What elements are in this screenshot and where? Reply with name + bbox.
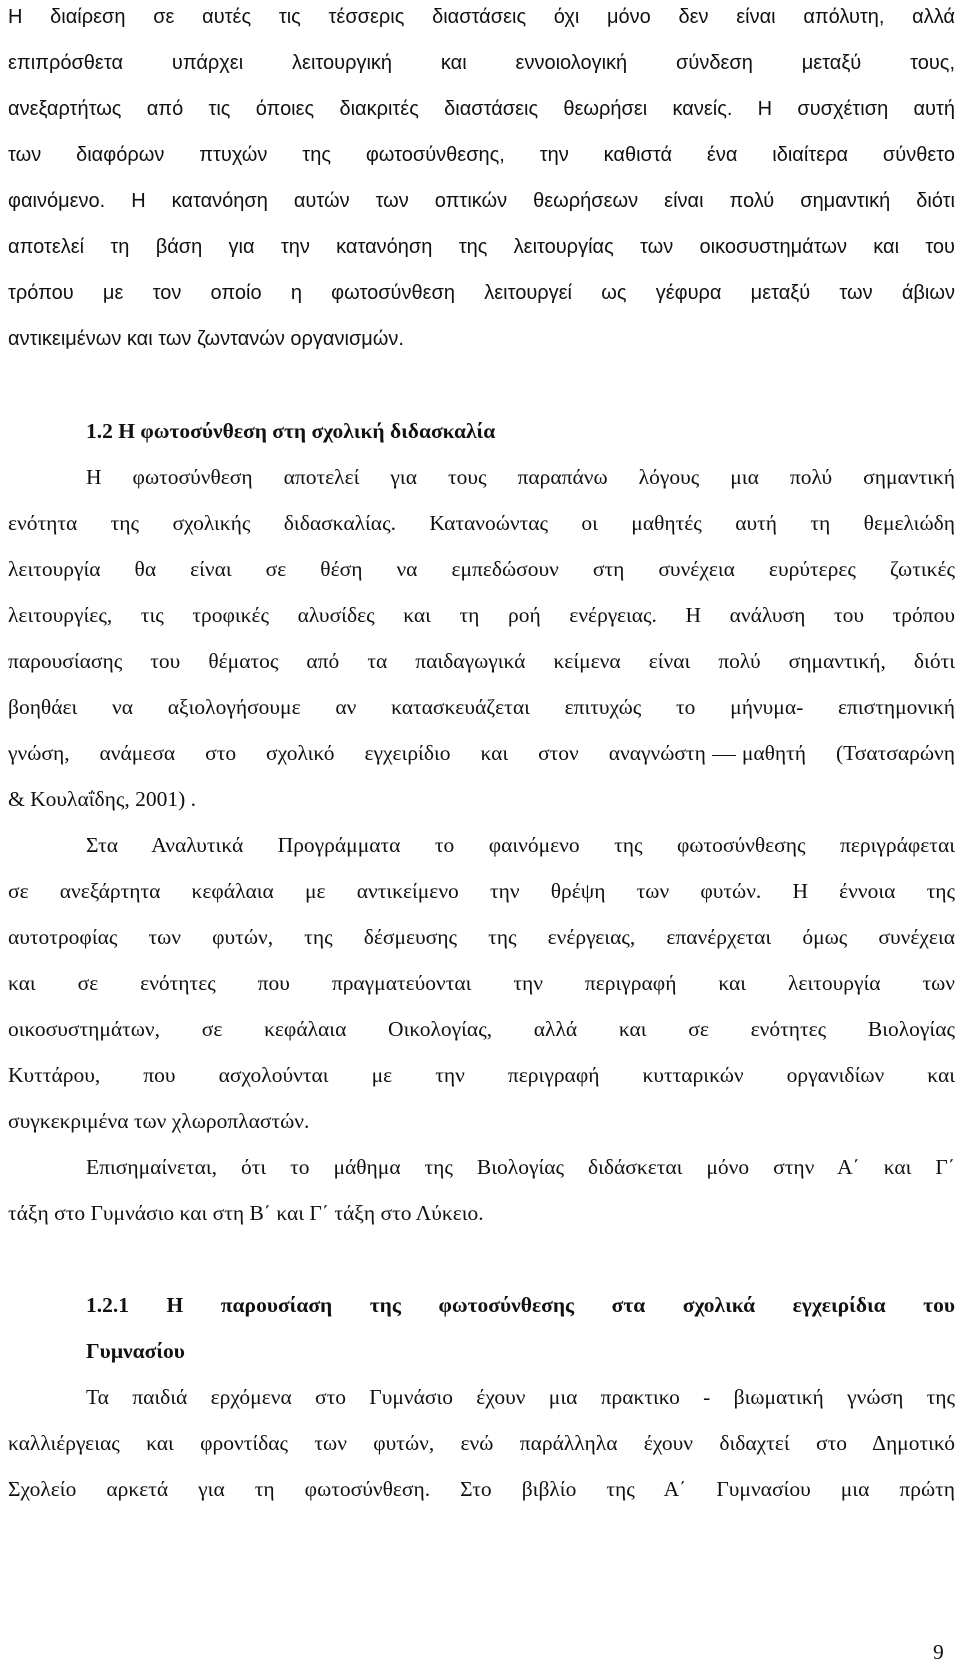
paragraph-line: τρόπου με τον οποίο η φωτοσύνθεση λειτουργεί ως γέφυρα μεταξύ των άβιων	[8, 282, 955, 304]
subsection-heading: 1.2.1 Η παρουσίαση της φωτοσύνθεσης στα σχολικά εγχειρίδια του	[86, 1293, 955, 1317]
paragraph-line	[8, 740, 955, 766]
paragraph-line: τάξη στο Γυμνάσιο και στη Β΄ και Γ΄ τάξη στο Λύκειο.	[8, 1201, 484, 1225]
line-segment: μαθητή (Τσατσαρώνη	[741, 741, 955, 765]
subsection-heading: Γυμνασίου	[86, 1339, 185, 1363]
paragraph-line: Σχολείο αρκετά για τη φωτοσύνθεση. Στο βιβλίο της Α΄ Γυμνασίου μια πρώτη	[8, 1477, 955, 1501]
paragraph-line: λειτουργίες, τις τροφικές αλυσίδες και τη ροή ενέργειας. Η ανάλυση του τρόπου	[8, 603, 955, 627]
paragraph-line: Στα Αναλυτικά Προγράμματα το φαινόμενο της φωτοσύνθεσης περιγράφεται	[86, 833, 955, 857]
paragraph-line: λειτουργία θα είναι σε θέση να εμπεδώσουν στη συνέχεια ευρύτερες ζωτικές	[8, 557, 955, 581]
paragraph-line: παρουσίασης του θέματος από τα παιδαγωγικά κείμενα είναι πολύ σημαντική, διότι	[8, 649, 955, 673]
paragraph-line: επιπρόσθετα υπάρχει λειτουργική και εννοιολογική σύνδεση μεταξύ τους,	[8, 52, 955, 74]
paragraph-line: σε ανεξάρτητα κεφάλαια με αντικείμενο την θρέψη των φυτών. Η έννοια της	[8, 879, 955, 903]
paragraph-line: αποτελεί τη βάση για την κατανόηση της λειτουργίας των οικοσυστημάτων και του	[8, 236, 955, 258]
paragraph-line: βοηθάει να αξιολογήσουμε αν κατασκευάζεται επιτυχώς το μήνυμα- επιστημονική	[8, 695, 955, 719]
paragraph-line: αντικειμένων και των ζωντανών οργανισμών.	[8, 328, 404, 350]
paragraph-line: ανεξαρτήτως από τις όποιες διακριτές διαστάσεις θεωρήσει κανείς. Η συσχέτιση αυτή	[8, 98, 955, 120]
paragraph-line: Επισημαίνεται, ότι το μάθημα της Βιολογίας διδάσκεται μόνο στην Α΄ και Γ΄	[86, 1155, 955, 1179]
paragraph-line: αυτοτροφίας των φυτών, της δέσμευσης της ενέργειας, επανέρχεται όμως συνέχεια	[8, 925, 955, 949]
paragraph-line: Η φωτοσύνθεση αποτελεί για τους παραπάνω λόγους μια πολύ σημαντική	[86, 465, 955, 489]
paragraph-line: φαινόμενο. Η κατανόηση αυτών των οπτικών θεωρήσεων είναι πολύ σημαντική διότι	[8, 190, 955, 212]
paragraph-line: ενότητα της σχολικής διδασκαλίας. Κατανοώντας οι μαθητές αυτή τη θεμελιώδη	[8, 511, 955, 535]
section-heading: 1.2 Η φωτοσύνθεση στη σχολική διδασκαλία	[86, 419, 496, 443]
paragraph-line: οικοσυστημάτων, σε κεφάλαια Οικολογίας, αλλά και σε ενότητες Βιολογίας	[8, 1017, 955, 1041]
paragraph-line: και σε ενότητες που πραγματεύονται την περιγραφή και λειτουργία των	[8, 971, 955, 995]
paragraph-line: Η διαίρεση σε αυτές τις τέσσερις διαστάσεις όχι μόνο δεν είναι απόλυτη, αλλά	[8, 6, 955, 28]
paragraph-line: Τα παιδιά ερχόμενα στο Γυμνάσιο έχουν μια πρακτικο - βιωματική γνώση της	[86, 1385, 955, 1409]
paragraph-line: & Κουλαΐδης, 2001) .	[8, 787, 197, 811]
paragraph-line: των διαφόρων πτυχών της φωτοσύνθεσης, την καθιστά ένα ιδιαίτερα σύνθετο	[8, 144, 955, 166]
line-segment: γνώση, ανάμεσα στο σχολικό εγχειρίδιο και στον αναγνώστη	[8, 741, 706, 765]
paragraph-line: καλλιέργειας και φροντίδας των φυτών, ενώ παράλληλα έχουν διδαχτεί στο Δημοτικό	[8, 1431, 955, 1455]
page-number: 9	[933, 1640, 944, 1664]
em-dash	[712, 755, 736, 756]
paragraph-line: Κυττάρου, που ασχολούνται με την περιγραφή κυτταρικών οργανιδίων και	[8, 1063, 955, 1087]
paragraph-line: συγκεκριμένα των χλωροπλαστών.	[8, 1109, 310, 1133]
